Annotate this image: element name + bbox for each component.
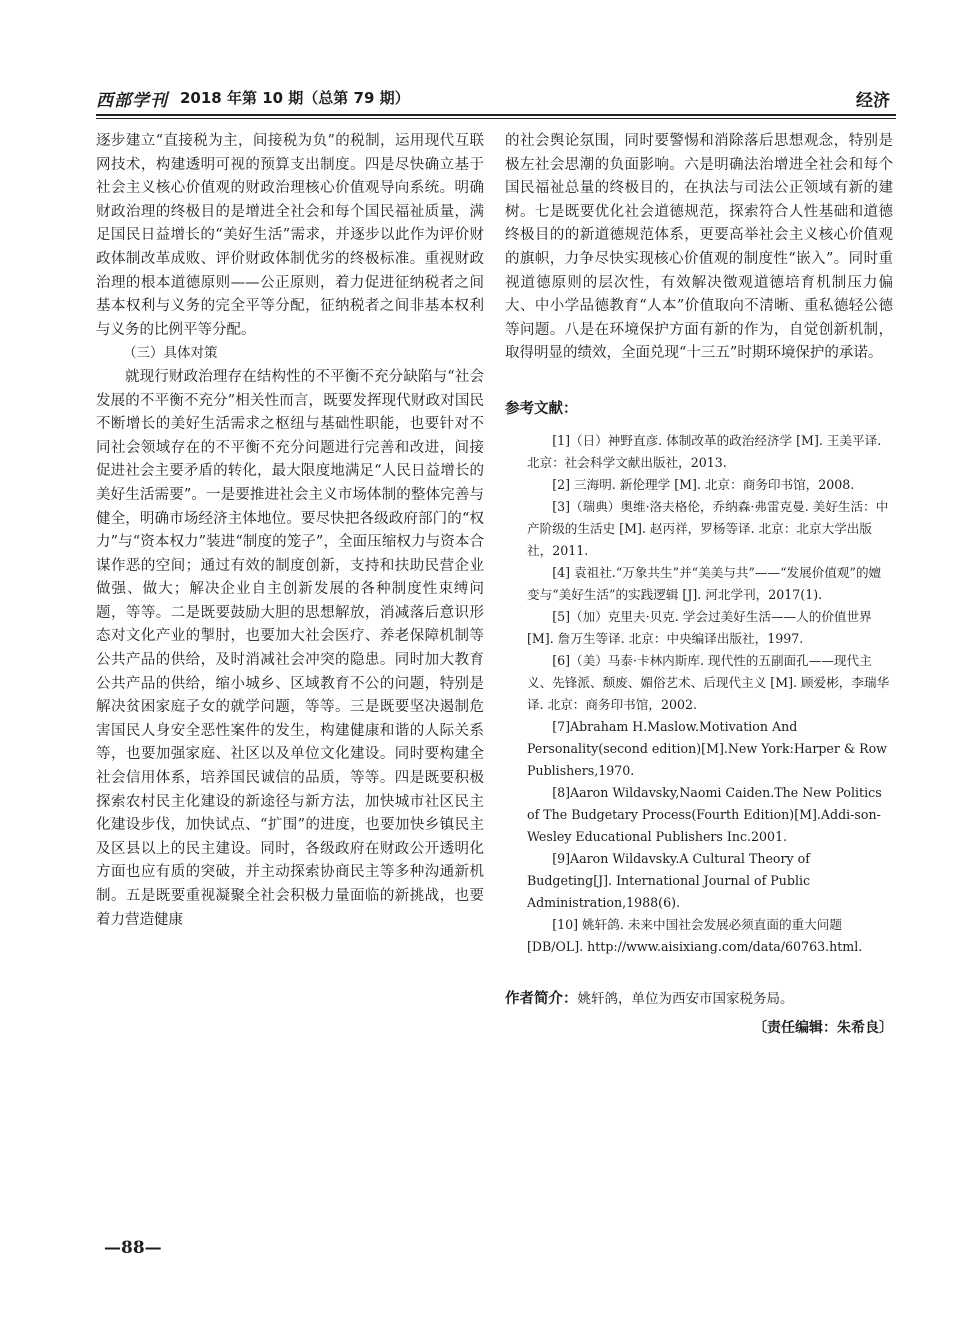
- reference-item: [3]（瑞典）奥维·洛夫格伦，乔纳森·弗雷克曼. 美好生活：中产阶级的生活史 [M]. 赵丙祥，罗杨等译. 北京：北京大学出版社，2011.: [527, 498, 889, 558]
- responsible-editor: 〔责任编辑：朱希良〕: [753, 1020, 893, 1037]
- section-name: 经济: [856, 91, 890, 111]
- reference-item: [8]Aaron Wildavsky,Naomi Caiden.The New Politics of The Budgetary Process(Fourth Edition)[M].Addi-son- Wesley Educational Publishers Inc.2001.: [527, 784, 882, 844]
- page-number: —88—: [104, 1238, 162, 1258]
- reference-item: [4] 袁祖社.“万象共生”并“美美与共”——“发展价值观”的嬗变与“美好生活”的实践逻辑 [J]. 河北学刊，2017(1).: [527, 564, 882, 602]
- reference-item: [5]（加）克里夫·贝克. 学会过美好生活——人的价值世界 [M]. 詹万生等译. 北京：中央编译出版社，1997.: [527, 608, 872, 646]
- reference-list: [505, 430, 893, 958]
- reference-item: [7]Abraham H.Maslow.Motivation And Personality(second edition)[M].New York:Harper & Row Publishers,1970.: [527, 718, 887, 778]
- references-title: 参考文献：: [505, 400, 578, 417]
- header-rule-thick: [96, 114, 896, 116]
- reference-item: [2] 三海明. 新伦理学 [M]. 北京：商务印书馆，2008.: [552, 476, 855, 492]
- subheading: （三）具体对策: [123, 345, 218, 362]
- reference-item: [10] 姚轩鸽. 未来中国社会发展必须直面的重大问题 [DB/OL]. http://www.aisixiang.com/data/60763.html.: [527, 916, 863, 954]
- body-paragraph: 就现行财政治理存在结构性的不平衡不充分缺陷与“社会发展的不平衡不充分”相关性而言，既要发挥现代财政对国民不断增长的美好生活需求之枢纽与基础性职能，也要针对不同社会领域存在的不平衡不充分问题进行完善和改进，间接促进社会主要矛盾的转化，最大限度地满足“人民日益增长的美好生活需要”。一是要推进社会主义市场体制的整体完善与健全，明确市场经济主体地位。要尽快把各级政府部门的“权力”与“资本权力”装进“制度的笼子”，全面压缩权力与资本合谋作恶的空间；通过有效的制度创新，支持和扶助民营企业做强、做大；解决企业自主创新发展的各种制度性束缚问题，等等。二是既要鼓励大胆的思想解放，消减落后意识形态对文化产业的掣肘，也要加大社会医疗、养老保障机制等公共产品的供给，及时消减社会冲突的隐患。同时加大教育公共产品的供给，缩小城乡、区域教育不公的问题，特别是解决贫困家庭子女的就学问题，等等。三是既要坚决遏制危害国民人身安全恶性案件的发生，构建健康和谐的人际关系等，也要加强家庭、社区以及单位文化建设。同时要构建全社会信用体系，培养国民诚信的品质，等等。四是既要积极探索农村民主化建设的新途径与新方法，加快城市社区民主化建设步伐，加快试点、“扩围”的进度，也要加快乡镇民主及区县以上的民主建设。同时，各级政府在财政公开透明化方面也应有质的突破，并主动探索协商民主等多种沟通新机制。五是既要重视凝聚全社会积极力量面临的新挑战，也要着力营造健康: [96, 368, 484, 928]
- author-label: 作者简介：: [505, 990, 578, 1007]
- author-text: 姚轩鸽，单位为西安市国家税务局。: [577, 990, 794, 1007]
- issue-info: 2018 年第 10 期（总第 79 期）: [180, 89, 410, 107]
- journal-logo: 西部学刊: [96, 91, 168, 111]
- page-header: [96, 86, 896, 110]
- left-column: [96, 130, 484, 932]
- reference-item: [9]Aaron Wildavsky.A Cultural Theory of Budgeting[J]. International Journal of Public Administration,1988(6).: [527, 850, 811, 910]
- reference-item: [6]（美）马泰·卡林内斯库. 现代性的五副面孔——现代主义、先锋派、颓废、媚俗艺术、后现代主义 [M]. 顾爱彬，李瑞华译. 北京：商务印书馆，2002.: [527, 652, 890, 712]
- header-rule-thin: [96, 118, 896, 119]
- author-bio: [505, 988, 893, 1012]
- right-column: [505, 130, 893, 1041]
- body-paragraph: 逐步建立“直接税为主，间接税为负”的税制，运用现代互联网技术，构建透明可视的预算支出制度。四是尽快确立基于社会主义核心价值观的财政治理核心价值观导向系统。明确财政治理的终极目的是增进全社会和每个国民福祉质量，满足国民日益增长的“美好生活”需求，并逐步以此作为评价财政体制改革成败、评价财政体制优劣的终极标准。重视财政治理的根本道德原则——公正原则，着力促进征纳税者之间基本权利与义务的完全平等分配，征纳税者之间非基本权利与义务的比例平等分配。: [96, 133, 484, 338]
- reference-item: [1]（日）神野直彦. 体制改革的政治经济学 [M]. 王美平译. 北京：社会科学文献出版社，2013.: [527, 432, 882, 470]
- body-paragraph: 的社会舆论氛围，同时要警惕和消除落后思想观念，特别是极左社会思潮的负面影响。六是明确法治增进全社会和每个国民福祉总量的终极目的，在执法与司法公正领域有新的建树。七是既要优化社会道德规范，探索符合人性基础和道德终极目的的新道德规范体系，更要高举社会主义核心价值观的旗帜，力争尽快实现核心价值观的制度性“嵌入”。同时重视道德原则的层次性，有效解决徵观道德培育机制压力偏大、中小学品德教育“人本”价值取向不清晰、重私德轻公德等问题。八是在环境保护方面有新的作为，自觉创新机制，取得明显的绩效，全面兑现“十三五”时期环境保护的承诺。: [505, 133, 893, 362]
